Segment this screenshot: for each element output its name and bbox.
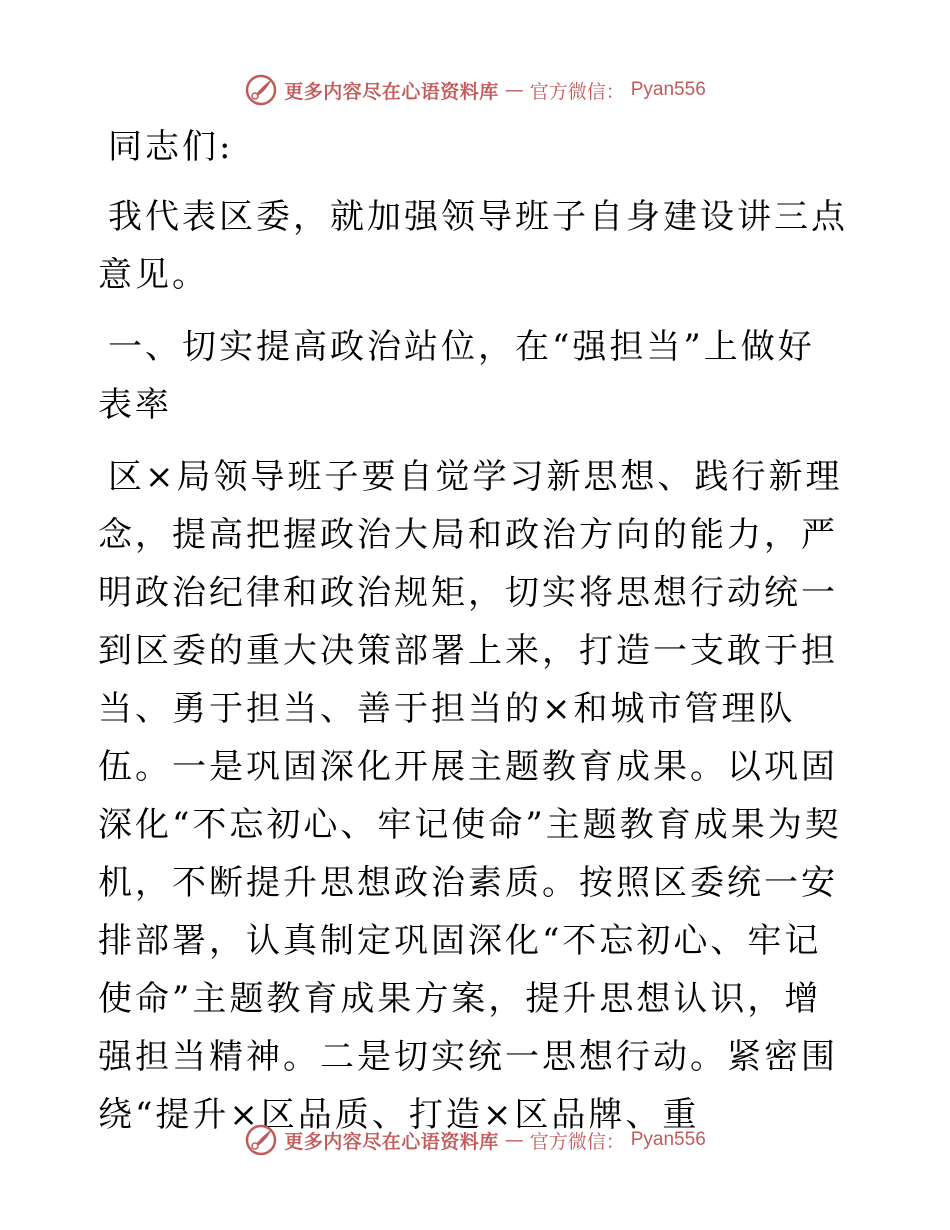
document-body	[98, 118, 848, 1144]
feather-pen-logo-icon	[244, 1123, 278, 1157]
watermark-wechat-id: Pyan556	[630, 1129, 706, 1150]
watermark-wechat-label: 官方微信：	[529, 1130, 625, 1153]
watermark-wechat-id: Pyan556	[630, 79, 706, 100]
intro-paragraph: 我代表区委，就加强领导班子自身建设讲三点意见。	[98, 197, 848, 295]
footer-watermark	[0, 1120, 950, 1160]
watermark-wechat-label: 官方微信：	[529, 80, 625, 103]
feather-pen-logo-icon	[244, 73, 278, 107]
header-watermark	[0, 70, 950, 110]
body-paragraph-1: 区×局领导班子要自觉学习新思想、践行新理念，提高把握政治大局和政治方向的能力，严明政治纪律和政治规矩，切实将思想行动统一到区委的重大决策部署上来，打造一支敢于担当、勇于担当、善于担当的×和城市管理队伍。一是巩固深化开展主题教育成果。以巩固深化“不忘初心、牢记使命”主题教育成果为契机，不断提升思想政治素质。按照区委统一安排部署，认真制定巩固深化“不忘初心、牢记使命”主题教育成果方案，提升思想认识，增强担当精神。二是切实统一思想行动。紧密围绕“提升×区品质、打造×区品牌、重	[98, 457, 843, 1135]
greeting: 同志们:	[108, 127, 234, 167]
watermark-text: 更多内容尽在心语资料库	[284, 1130, 499, 1153]
watermark-dash: —	[504, 79, 524, 101]
section-heading-1: 一、切实提高政治站位，在“强担当”上做好表率	[98, 327, 815, 425]
watermark-dash: —	[504, 1129, 524, 1151]
watermark-text: 更多内容尽在心语资料库	[284, 80, 499, 103]
